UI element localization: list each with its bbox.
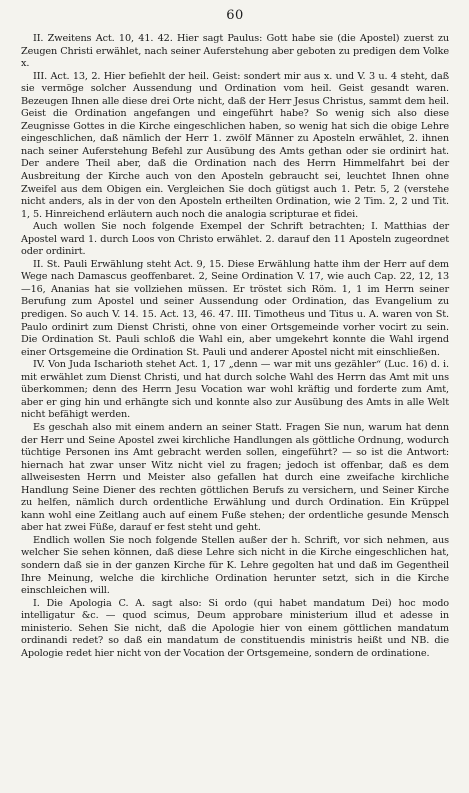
paragraph-6: Es geschah also mit einem andern an seiner Statt. Fragen Sie nun, warum hat denn der Herr und Seine Apostel zwei kirchliche Handlungen als göttliche Ordnung, wodurch tüchtige Personen ins Amt gebracht werden sollen, eingeführt? — so ist die Antwort: hiernach hat zwar unser Witz nicht viel zu fragen; jedoch ist offenbar, daß es dem allweisesten Herrn und Meister also gefallen hat durch eine zweifache kirchliche Handlung Seine Diener des rechten göttlichen Berufs zu versichern, und Seiner Kirche zu helfen, nämlich durch ordentliche Erwählung und durch Ordination. Ein Krüppel kann wohl eine Zeitlang auch auf einem Fuße stehen; der ordentliche gesunde Mensch aber hat zwei Füße, darauf er fest steht und geht.	[21, 421, 449, 534]
paragraph-8: I. Die Apologia C. A. sagt also: Si ordo (qui habet mandatum Dei) hoc modo intelligatur &c. — quod scimus, Deum approbare ministerium illud et adesse in ministerio. Sehen Sie nicht, daß die Apologie hier von einem göttlichen mandatum ordinandi redet? so daß ein mandatum de constituendis ministris heißt und NB. die Apologie redet hier nicht von der Vocation der Ortsgemeine, sondern de ordinatione.	[21, 597, 449, 659]
page-number: 60	[226, 8, 244, 23]
paragraph-5: IV. Von Juda Ischarioth stehet Act. 1, 17 „denn — war mit uns gezähler“ (Luc. 16) d. i. mit erwählet zum Dienst Christi, und hat durch solche Wahl des Herrn das Amt mit uns überkommen; denn des Herrn Jesu Vocation war wohl kräftig und forderte zum Amt, aber er ging hin und erhängte sich und konnte also zur Ausübung des Amts in alle Welt nicht befähigt werden.	[21, 359, 449, 421]
paragraph-4: II. St. Pauli Erwählung steht Act. 9, 15. Diese Erwählung hatte ihm der Herr auf dem Wege nach Damascus geoffenbaret. 2, Seine Ordination V. 17, wie auch Cap. 22, 12, 13—16, Ananias hat sie vollziehen müssen. Er tröstet sich Röm. 1, 1 im Herrn seiner Berufung zum Apostel und seiner Aussendung oder Ordination, das Evangelium zu predigen. So auch V. 14. 15. Act. 13, 46. 47. III. Timotheus und Titus u. A. waren von St. Paulo ordinirt zum Dienst Christi, ohne von einer Ortsgemeinde vorher vocirt zu sein. Die Ordination St. Pauli schloß die Wahl ein, aber umgekehrt konnte die Wahl irgend einer Ortsgemeine die Ordination St. Pauli und anderer Apostel nicht mit einschließen.	[21, 258, 449, 358]
paragraph-7: Endlich wollen Sie noch folgende Stellen außer der h. Schrift, vor sich nehmen, aus welcher Sie sehen können, daß diese Lehre sich nicht in die Kirche eingeschlichen hat, sondern daß sie in der ganzen Kirche für K. Lehre gegolten hat und daß im Gegentheil Ihre Meinung, welche die kirchliche Ordination herunter setzt, sich in die Kirche einschleichen will.	[21, 534, 449, 597]
paragraph-1: II. Zweitens Act. 10, 41. 42. Hier sagt Paulus: Gott habe sie (die Apostel) zuerst zu Zeugen Christi erwählet, nach seiner Auferstehung aber geboten zu predigen dem Volke x.	[21, 33, 449, 70]
paragraph-3: Auch wollen Sie noch folgende Exempel der Schrift betrachten; I. Matthias der Apostel ward 1. durch Loos von Christo erwählet. 2. darauf den 11 Aposteln zugeordnet oder ordinirt.	[21, 221, 449, 258]
paragraph-2: III. Act. 13, 2. Hier befiehlt der heil. Geist: sondert mir aus x. und V. 3 u. 4 steht, daß sie vermöge solcher Aussendung und Ordination vom heil. Geist gesandt waren. Bezeugen Ihnen alle diese drei Orte nicht, daß der Herr Jesus Christus, sammt dem heil. Geist die Ordination angefangen und eingeführt habe? So wenig sich also diese Zeugnisse Gottes in die Kirche eingeschlichen haben, so wenig hat sich die obige Lehre eingeschlichen, daß nämlich der Herr 1. zwölf Männer zu Aposteln erwählet, 2. ihnen nach seiner Auferstehung Befehl zur Ausübung des Amts gethan oder sie ordinirt hat. Der andere Theil aber, daß die Ordination nach des Herrn Himmelfahrt bei der Ausbreitung der Kirche auch von den Aposteln gebraucht sei, leuchtet Ihnen ohne Zweifel aus dem Obigen ein. Vergleichen Sie doch gütigst auch 1. Petr. 5, 2 (verstehe nicht anders, als in der von den Aposteln ertheilten Ordination, wie 2 Tim. 2, 2 und Tit. 1, 5. Hinreichend erläutern auch noch die analogia scripturae et fidei.	[21, 70, 449, 220]
page-body	[21, 33, 449, 660]
